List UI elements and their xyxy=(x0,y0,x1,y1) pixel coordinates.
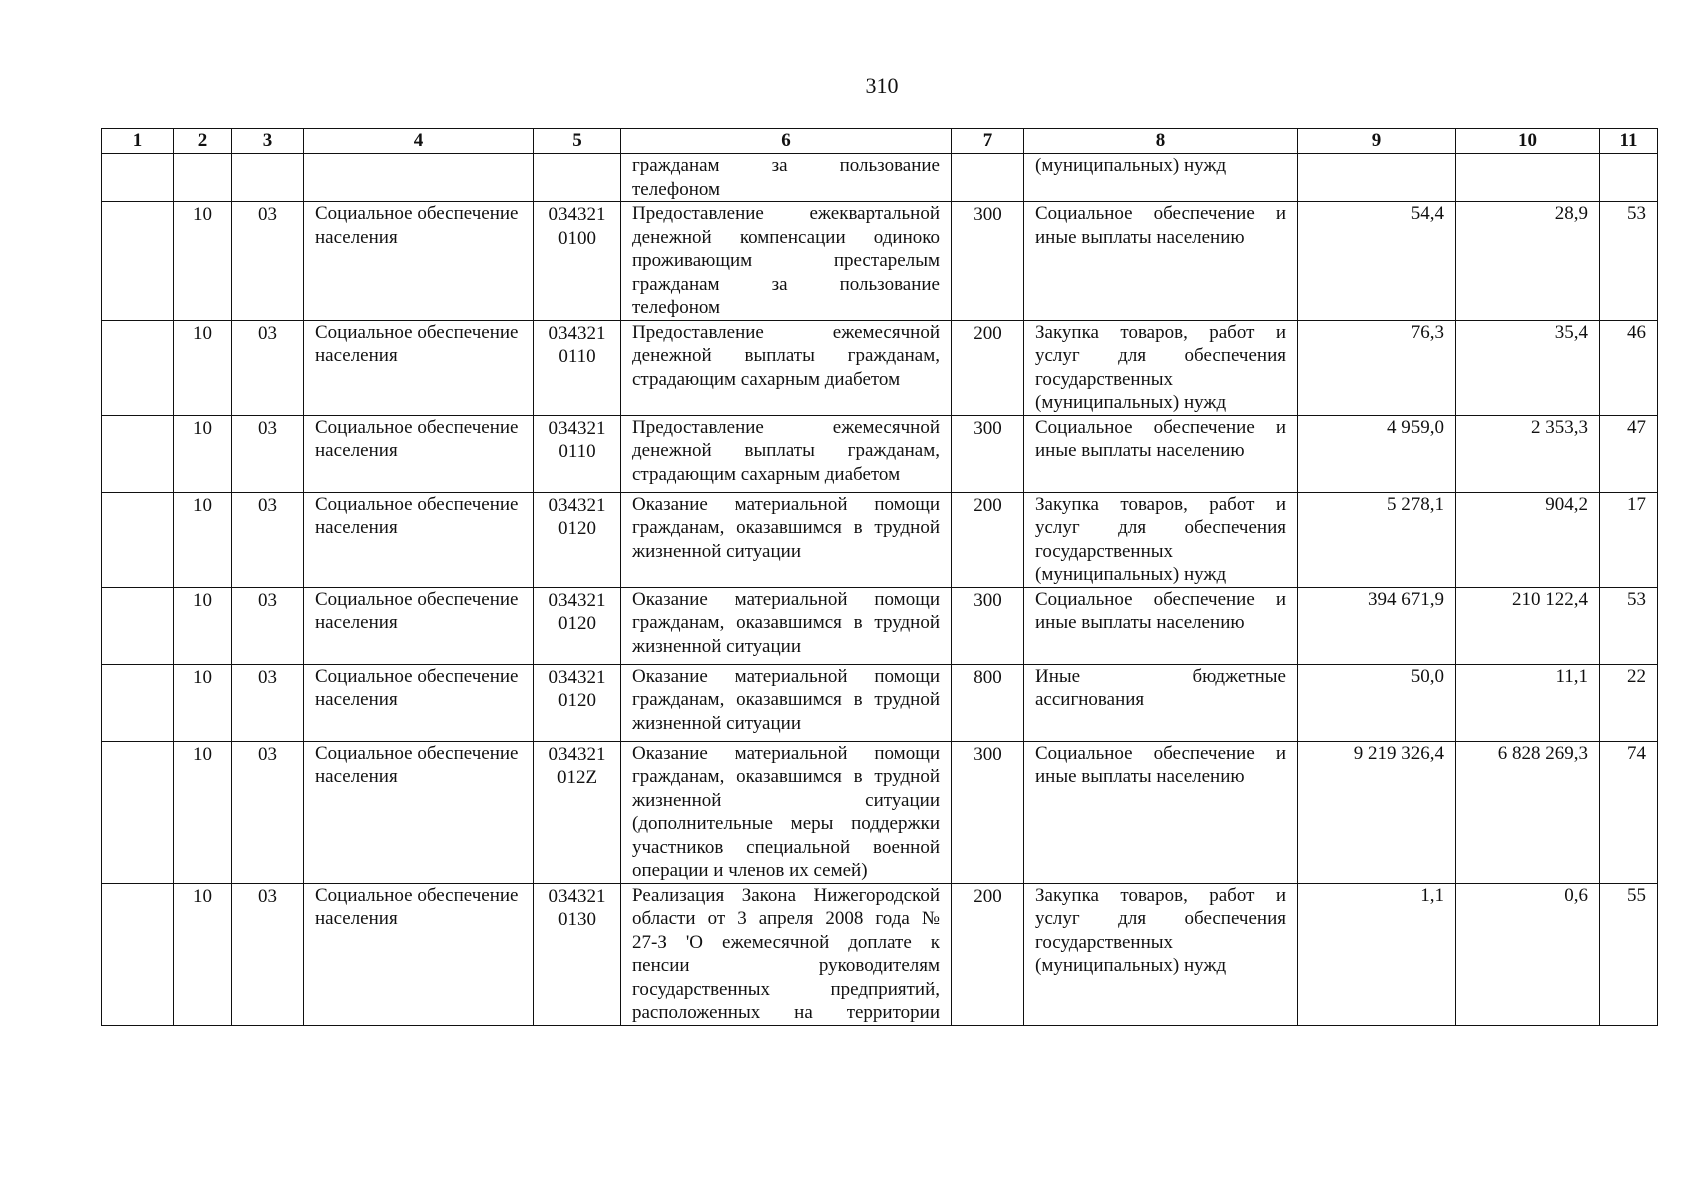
expense-type-line: Социальное обеспечение и xyxy=(1035,588,1286,610)
expense-type-line: государственных xyxy=(1035,931,1174,953)
description-line: гражданам, оказавшимся в трудной xyxy=(632,689,940,710)
cell-subsection-name xyxy=(304,154,534,202)
cell-description xyxy=(621,587,952,664)
table-row xyxy=(102,202,1658,321)
expense-type-line: государственных xyxy=(1035,368,1174,390)
cell-expense-type-name xyxy=(1024,883,1298,1025)
cell-expense-type: 300 xyxy=(952,202,1024,321)
column-header: 6 xyxy=(621,129,952,154)
code-line: 0110 xyxy=(558,346,596,367)
cell-section: 10 xyxy=(174,415,232,492)
expense-type-line: (муниципальных) нужд xyxy=(1035,155,1227,176)
cell-target-code xyxy=(534,492,621,587)
cell-expense-type-name xyxy=(1024,415,1298,492)
cell-percent: 53 xyxy=(1600,202,1658,321)
cell-section: 10 xyxy=(174,664,232,741)
description-line: 27-З 'О ежемесячной доплате к xyxy=(632,931,940,953)
cell-col1 xyxy=(102,741,174,883)
cell-description xyxy=(621,415,952,492)
description-line: жизненной ситуации xyxy=(632,789,940,811)
cell-col1 xyxy=(102,587,174,664)
cell-plan-amount xyxy=(1298,154,1456,202)
cell-expense-type-name xyxy=(1024,202,1298,321)
cell-subsection: 03 xyxy=(232,415,304,492)
cell-description xyxy=(621,492,952,587)
cell-percent: 46 xyxy=(1600,320,1658,415)
description-line: жизненной ситуации xyxy=(632,635,801,657)
expense-type-line: Закупка товаров, работ и xyxy=(1035,493,1286,515)
code-line: 0130 xyxy=(558,909,596,930)
header-row xyxy=(102,129,1658,154)
cell-subsection: 03 xyxy=(232,320,304,415)
cell-plan-amount: 76,3 xyxy=(1298,320,1456,415)
cell-col1 xyxy=(102,664,174,741)
code-line: 034321 xyxy=(548,322,606,344)
cell-col1 xyxy=(102,154,174,202)
expense-type-line: Закупка товаров, работ и xyxy=(1035,321,1286,343)
cell-expense-type: 200 xyxy=(952,883,1024,1025)
description-line: Предоставление ежеквартальной xyxy=(632,203,940,224)
description-line: гражданам, оказавшимся в трудной xyxy=(632,612,940,633)
cell-target-code xyxy=(534,664,621,741)
column-header: 4 xyxy=(304,129,534,154)
cell-plan-amount: 4 959,0 xyxy=(1298,415,1456,492)
cell-target-code xyxy=(534,202,621,321)
description-line: телефоном xyxy=(632,178,721,200)
cell-actual-amount: 2 353,3 xyxy=(1456,415,1600,492)
cell-actual-amount: 210 122,4 xyxy=(1456,587,1600,664)
expense-type-line: государственных xyxy=(1035,540,1174,562)
description-line: Оказание материальной помощи xyxy=(632,588,940,610)
budget-table xyxy=(101,128,1658,1026)
cell-expense-type: 800 xyxy=(952,664,1024,741)
cell-target-code xyxy=(534,587,621,664)
code-line: 012Z xyxy=(556,767,598,788)
cell-percent: 55 xyxy=(1600,883,1658,1025)
cell-description xyxy=(621,320,952,415)
description-line: гражданам, оказавшимся в трудной xyxy=(632,517,940,538)
table-row xyxy=(102,415,1658,492)
cell-plan-amount: 394 671,9 xyxy=(1298,587,1456,664)
expense-type-line: Иные бюджетные xyxy=(1035,665,1286,687)
cell-subsection: 03 xyxy=(232,587,304,664)
cell-subsection-name: Социальное обеспечение населения xyxy=(304,492,534,587)
expense-type-line: иные выплаты населению xyxy=(1035,226,1245,248)
cell-percent: 53 xyxy=(1600,587,1658,664)
cell-section: 10 xyxy=(174,741,232,883)
cell-percent xyxy=(1600,154,1658,202)
description-line: Оказание материальной помощи xyxy=(632,742,940,764)
cell-section xyxy=(174,154,232,202)
cell-expense-type xyxy=(952,154,1024,202)
expense-type-line: Закупка товаров, работ и xyxy=(1035,884,1286,906)
expense-type-line: услуг для обеспечения xyxy=(1035,908,1286,929)
table-row xyxy=(102,492,1658,587)
cell-actual-amount: 904,2 xyxy=(1456,492,1600,587)
cell-target-code xyxy=(534,320,621,415)
code-line: 034321 xyxy=(548,743,606,765)
code-line: 034321 xyxy=(548,885,606,907)
cell-expense-type: 200 xyxy=(952,320,1024,415)
column-header: 8 xyxy=(1024,129,1298,154)
cell-subsection: 03 xyxy=(232,883,304,1025)
page-number: 310 xyxy=(865,73,899,98)
description-line: Предоставление ежемесячной xyxy=(632,321,940,343)
description-line: телефоном xyxy=(632,297,721,318)
cell-actual-amount: 35,4 xyxy=(1456,320,1600,415)
cell-plan-amount: 1,1 xyxy=(1298,883,1456,1025)
cell-col1 xyxy=(102,883,174,1025)
expense-type-line: Социальное обеспечение и xyxy=(1035,203,1286,224)
description-line: денежной компенсации одиноко xyxy=(632,226,940,248)
cell-expense-type-name xyxy=(1024,154,1298,202)
table-row xyxy=(102,741,1658,883)
code-line: 0120 xyxy=(558,518,596,539)
cell-actual-amount: 28,9 xyxy=(1456,202,1600,321)
cell-col1 xyxy=(102,492,174,587)
description-line: Оказание материальной помощи xyxy=(632,665,940,687)
cell-percent: 22 xyxy=(1600,664,1658,741)
cell-subsection-name: Социальное обеспечение населения xyxy=(304,415,534,492)
column-header: 3 xyxy=(232,129,304,154)
cell-section: 10 xyxy=(174,883,232,1025)
cell-section: 10 xyxy=(174,320,232,415)
cell-plan-amount: 50,0 xyxy=(1298,664,1456,741)
expense-type-line: Социальное обеспечение и xyxy=(1035,416,1286,438)
column-header: 2 xyxy=(174,129,232,154)
code-line: 034321 xyxy=(548,204,606,225)
description-line: проживающим престарелым xyxy=(632,250,940,271)
expense-type-line: (муниципальных) нужд xyxy=(1035,564,1227,585)
description-line: страдающим сахарным диабетом xyxy=(632,368,901,390)
cell-actual-amount xyxy=(1456,154,1600,202)
cell-target-code xyxy=(534,883,621,1025)
column-header: 7 xyxy=(952,129,1024,154)
cell-actual-amount: 0,6 xyxy=(1456,883,1600,1025)
cell-subsection: 03 xyxy=(232,492,304,587)
cell-subsection-name: Социальное обеспечение населения xyxy=(304,883,534,1025)
cell-percent: 47 xyxy=(1600,415,1658,492)
cell-subsection-name: Социальное обеспечение населения xyxy=(304,587,534,664)
cell-target-code xyxy=(534,741,621,883)
description-line: участников специальной военной xyxy=(632,836,940,858)
description-line: гражданам за пользование xyxy=(632,155,940,176)
column-header: 1 xyxy=(102,129,174,154)
cell-actual-amount: 11,1 xyxy=(1456,664,1600,741)
cell-plan-amount: 54,4 xyxy=(1298,202,1456,321)
column-header: 11 xyxy=(1600,129,1658,154)
table-row xyxy=(102,883,1658,1025)
description-line: денежной выплаты гражданам, xyxy=(632,345,940,366)
cell-section: 10 xyxy=(174,587,232,664)
description-line: Предоставление ежемесячной xyxy=(632,416,940,438)
cell-percent: 17 xyxy=(1600,492,1658,587)
cell-expense-type: 300 xyxy=(952,587,1024,664)
code-line: 0120 xyxy=(558,690,596,711)
expense-type-line: ассигнования xyxy=(1035,689,1145,710)
description-line: расположенных на территории xyxy=(632,1002,940,1023)
cell-subsection-name: Социальное обеспечение населения xyxy=(304,741,534,883)
column-header: 9 xyxy=(1298,129,1456,154)
description-line: области от 3 апреля 2008 года № xyxy=(632,908,940,929)
table-body xyxy=(102,154,1658,1026)
code-line: 034321 xyxy=(548,417,606,439)
cell-subsection: 03 xyxy=(232,741,304,883)
cell-section: 10 xyxy=(174,202,232,321)
code-line: 0120 xyxy=(558,613,596,634)
expense-type-line: (муниципальных) нужд xyxy=(1035,392,1227,413)
expense-type-line: Социальное обеспечение и xyxy=(1035,742,1286,764)
column-header: 10 xyxy=(1456,129,1600,154)
description-line: жизненной ситуации xyxy=(632,712,801,734)
cell-subsection-name: Социальное обеспечение населения xyxy=(304,664,534,741)
cell-plan-amount: 9 219 326,4 xyxy=(1298,741,1456,883)
cell-plan-amount: 5 278,1 xyxy=(1298,492,1456,587)
expense-type-line: иные выплаты населению xyxy=(1035,440,1245,461)
cell-expense-type: 300 xyxy=(952,415,1024,492)
table-row xyxy=(102,664,1658,741)
code-line: 034321 xyxy=(548,666,606,688)
cell-target-code xyxy=(534,415,621,492)
cell-section: 10 xyxy=(174,492,232,587)
expense-type-line: (муниципальных) нужд xyxy=(1035,955,1227,976)
description-line: операции и членов их семей) xyxy=(632,860,868,881)
table-row xyxy=(102,154,1658,202)
code-line: 034321 xyxy=(548,494,606,516)
code-line: 0110 xyxy=(558,441,596,462)
description-line: государственных предприятий, xyxy=(632,978,940,1000)
cell-actual-amount: 6 828 269,3 xyxy=(1456,741,1600,883)
description-line: гражданам, оказавшимся в трудной xyxy=(632,766,940,787)
description-line: денежной выплаты гражданам, xyxy=(632,440,940,461)
description-line: Реализация Закона Нижегородской xyxy=(632,884,940,906)
description-line: (дополнительные меры поддержки xyxy=(632,813,940,834)
cell-col1 xyxy=(102,202,174,321)
expense-type-line: услуг для обеспечения xyxy=(1035,517,1286,538)
cell-col1 xyxy=(102,320,174,415)
cell-description xyxy=(621,154,952,202)
cell-expense-type-name xyxy=(1024,664,1298,741)
cell-expense-type: 200 xyxy=(952,492,1024,587)
description-line: гражданам за пользование xyxy=(632,273,940,295)
cell-description xyxy=(621,741,952,883)
description-line: пенсии руководителям xyxy=(632,955,940,976)
cell-expense-type-name xyxy=(1024,741,1298,883)
code-line: 0100 xyxy=(558,227,596,249)
column-header: 5 xyxy=(534,129,621,154)
cell-expense-type-name xyxy=(1024,320,1298,415)
cell-expense-type-name xyxy=(1024,587,1298,664)
cell-target-code xyxy=(534,154,621,202)
cell-subsection: 03 xyxy=(232,664,304,741)
cell-description xyxy=(621,202,952,321)
expense-type-line: иные выплаты населению xyxy=(1035,766,1245,787)
cell-col1 xyxy=(102,415,174,492)
cell-description xyxy=(621,664,952,741)
cell-percent: 74 xyxy=(1600,741,1658,883)
description-line: страдающим сахарным диабетом xyxy=(632,463,901,485)
code-line: 034321 xyxy=(548,589,606,611)
description-line: Оказание материальной помощи xyxy=(632,493,940,515)
cell-expense-type-name xyxy=(1024,492,1298,587)
cell-subsection-name: Социальное обеспечение населения xyxy=(304,320,534,415)
cell-subsection: 03 xyxy=(232,202,304,321)
cell-subsection xyxy=(232,154,304,202)
cell-subsection-name: Социальное обеспечение населения xyxy=(304,202,534,321)
cell-description xyxy=(621,883,952,1025)
table-row xyxy=(102,587,1658,664)
cell-expense-type: 300 xyxy=(952,741,1024,883)
expense-type-line: услуг для обеспечения xyxy=(1035,345,1286,366)
table-row xyxy=(102,320,1658,415)
description-line: жизненной ситуации xyxy=(632,540,801,562)
expense-type-line: иные выплаты населению xyxy=(1035,612,1245,633)
